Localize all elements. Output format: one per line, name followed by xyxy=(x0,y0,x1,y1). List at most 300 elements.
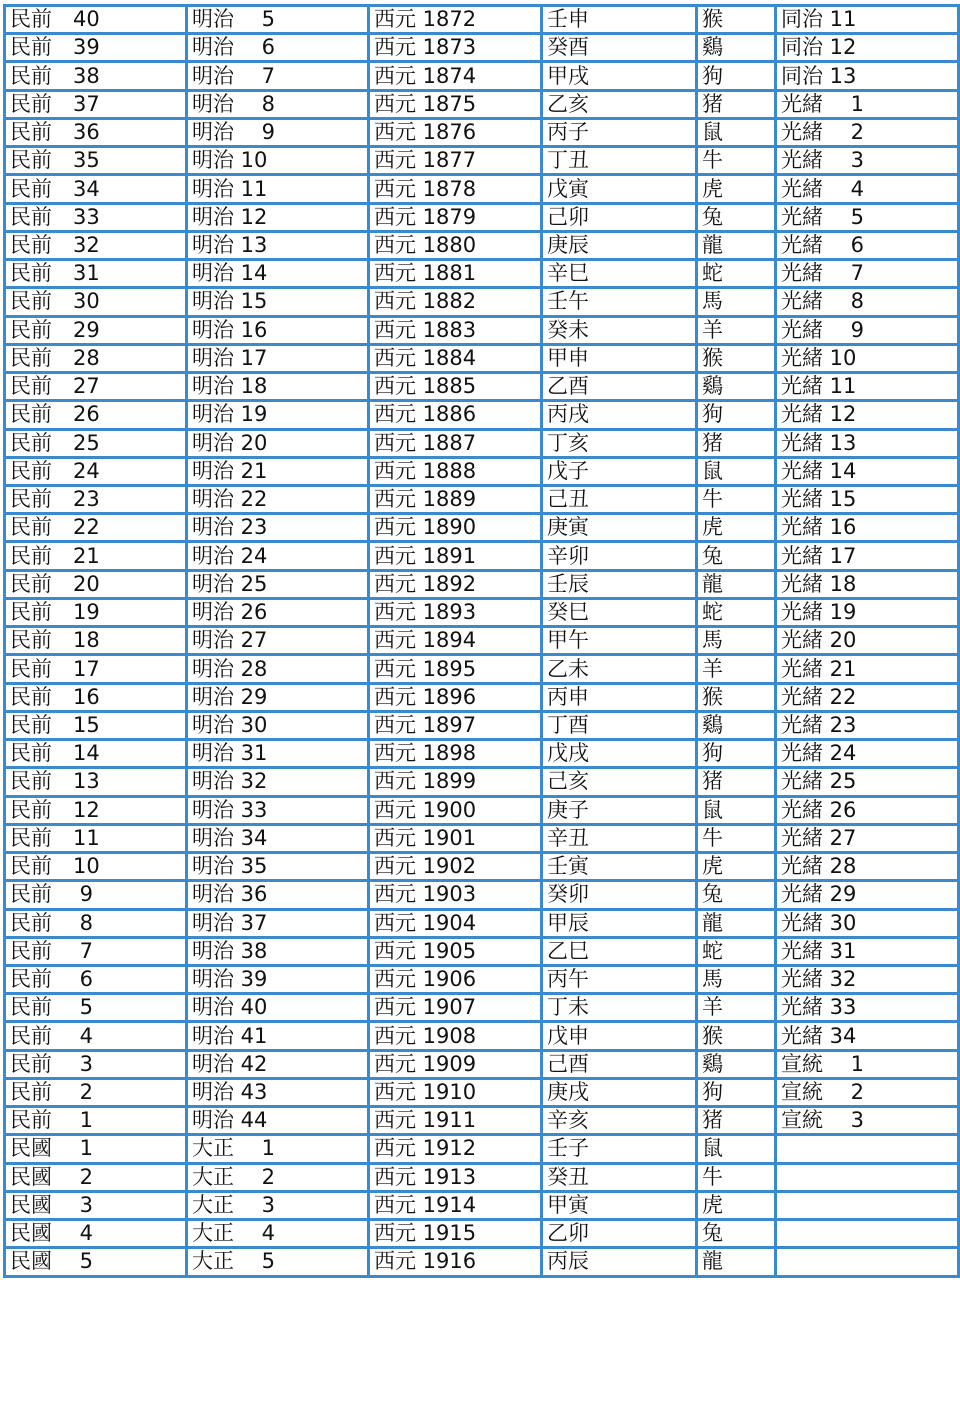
zodiac-cell: 狗 xyxy=(697,740,776,768)
zodiac-cell: 牛 xyxy=(697,147,776,175)
western-year-cell: 西元 1883 xyxy=(369,316,542,344)
qing-era-cell: 光緒 6 xyxy=(776,231,959,259)
table-row xyxy=(5,655,959,683)
meiji-year-cell: 明治 24 xyxy=(187,542,369,570)
ganzhi-cell: 戊申 xyxy=(542,1022,697,1050)
table-row xyxy=(5,260,959,288)
qing-era-cell: 光緒 9 xyxy=(776,316,959,344)
roc-year-cell: 民前 5 xyxy=(5,994,187,1022)
roc-year-cell: 民前 37 xyxy=(5,90,187,118)
roc-year-cell: 民前 15 xyxy=(5,711,187,739)
ganzhi-cell: 丙戌 xyxy=(542,401,697,429)
roc-year-cell: 民前 38 xyxy=(5,62,187,90)
ganzhi-cell: 甲辰 xyxy=(542,909,697,937)
ganzhi-cell: 乙卯 xyxy=(542,1220,697,1248)
table-row xyxy=(5,937,959,965)
table-row xyxy=(5,231,959,259)
meiji-year-cell: 明治 34 xyxy=(187,824,369,852)
table-row xyxy=(5,34,959,62)
table-row xyxy=(5,965,959,993)
meiji-year-cell: 大正 3 xyxy=(187,1191,369,1219)
ganzhi-cell: 甲寅 xyxy=(542,1191,697,1219)
meiji-year-cell: 明治 37 xyxy=(187,909,369,937)
roc-year-cell: 民前 7 xyxy=(5,937,187,965)
zodiac-cell: 猴 xyxy=(697,344,776,372)
roc-year-cell: 民前 2 xyxy=(5,1078,187,1106)
zodiac-cell: 牛 xyxy=(697,485,776,513)
western-year-cell: 西元 1882 xyxy=(369,288,542,316)
meiji-year-cell: 明治 20 xyxy=(187,429,369,457)
western-year-cell: 西元 1898 xyxy=(369,740,542,768)
ganzhi-cell: 己丑 xyxy=(542,485,697,513)
roc-year-cell: 民前 23 xyxy=(5,485,187,513)
table-row xyxy=(5,824,959,852)
table-row xyxy=(5,768,959,796)
roc-year-cell: 民前 8 xyxy=(5,909,187,937)
roc-year-cell: 民前 25 xyxy=(5,429,187,457)
table-row xyxy=(5,740,959,768)
meiji-year-cell: 明治 15 xyxy=(187,288,369,316)
roc-year-cell: 民國 4 xyxy=(5,1220,187,1248)
roc-year-cell: 民前 32 xyxy=(5,231,187,259)
qing-era-cell: 光緒 25 xyxy=(776,768,959,796)
meiji-year-cell: 明治 12 xyxy=(187,203,369,231)
meiji-year-cell: 明治 17 xyxy=(187,344,369,372)
roc-year-cell: 民前 16 xyxy=(5,683,187,711)
qing-era-cell xyxy=(776,1191,959,1219)
qing-era-cell: 光緒 14 xyxy=(776,457,959,485)
zodiac-cell: 龍 xyxy=(697,909,776,937)
ganzhi-cell: 戊戌 xyxy=(542,740,697,768)
qing-era-cell: 光緒 20 xyxy=(776,627,959,655)
qing-era-cell: 光緒 17 xyxy=(776,542,959,570)
table-row xyxy=(5,514,959,542)
qing-era-cell: 同治 11 xyxy=(776,6,959,34)
western-year-cell: 西元 1913 xyxy=(369,1163,542,1191)
roc-year-cell: 民前 34 xyxy=(5,175,187,203)
roc-year-cell: 民前 18 xyxy=(5,627,187,655)
roc-year-cell: 民前 22 xyxy=(5,514,187,542)
western-year-cell: 西元 1915 xyxy=(369,1220,542,1248)
roc-year-cell: 民前 1 xyxy=(5,1107,187,1135)
meiji-year-cell: 明治 13 xyxy=(187,231,369,259)
qing-era-cell xyxy=(776,1220,959,1248)
roc-year-cell: 民前 9 xyxy=(5,881,187,909)
roc-year-cell: 民前 11 xyxy=(5,824,187,852)
western-year-cell: 西元 1914 xyxy=(369,1191,542,1219)
ganzhi-cell: 丙申 xyxy=(542,683,697,711)
ganzhi-cell: 甲戌 xyxy=(542,62,697,90)
meiji-year-cell: 明治 8 xyxy=(187,90,369,118)
ganzhi-cell: 壬子 xyxy=(542,1135,697,1163)
ganzhi-cell: 己卯 xyxy=(542,203,697,231)
ganzhi-cell: 辛亥 xyxy=(542,1107,697,1135)
meiji-year-cell: 明治 6 xyxy=(187,34,369,62)
table-row xyxy=(5,175,959,203)
zodiac-cell: 馬 xyxy=(697,288,776,316)
meiji-year-cell: 大正 4 xyxy=(187,1220,369,1248)
meiji-year-cell: 明治 41 xyxy=(187,1022,369,1050)
meiji-year-cell: 明治 42 xyxy=(187,1050,369,1078)
meiji-year-cell: 明治 9 xyxy=(187,118,369,146)
qing-era-cell: 光緒 12 xyxy=(776,401,959,429)
ganzhi-cell: 庚子 xyxy=(542,796,697,824)
zodiac-cell: 牛 xyxy=(697,1163,776,1191)
ganzhi-cell: 乙未 xyxy=(542,655,697,683)
ganzhi-cell: 丙辰 xyxy=(542,1248,697,1276)
roc-year-cell: 民前 28 xyxy=(5,344,187,372)
roc-year-cell: 民前 14 xyxy=(5,740,187,768)
roc-year-cell: 民前 13 xyxy=(5,768,187,796)
zodiac-cell: 龍 xyxy=(697,231,776,259)
roc-year-cell: 民前 33 xyxy=(5,203,187,231)
meiji-year-cell: 大正 1 xyxy=(187,1135,369,1163)
western-year-cell: 西元 1911 xyxy=(369,1107,542,1135)
roc-year-cell: 民前 31 xyxy=(5,260,187,288)
table-row xyxy=(5,598,959,626)
ganzhi-cell: 癸酉 xyxy=(542,34,697,62)
zodiac-cell: 龍 xyxy=(697,1248,776,1276)
meiji-year-cell: 明治 7 xyxy=(187,62,369,90)
meiji-year-cell: 大正 2 xyxy=(187,1163,369,1191)
ganzhi-cell: 乙酉 xyxy=(542,373,697,401)
table-row xyxy=(5,401,959,429)
western-year-cell: 西元 1900 xyxy=(369,796,542,824)
table-row xyxy=(5,711,959,739)
table-row xyxy=(5,1107,959,1135)
table-row xyxy=(5,1163,959,1191)
qing-era-cell: 光緒 1 xyxy=(776,90,959,118)
western-year-cell: 西元 1881 xyxy=(369,260,542,288)
western-year-cell: 西元 1916 xyxy=(369,1248,542,1276)
ganzhi-cell: 癸卯 xyxy=(542,881,697,909)
table-row xyxy=(5,457,959,485)
qing-era-cell: 同治 12 xyxy=(776,34,959,62)
zodiac-cell: 龍 xyxy=(697,570,776,598)
qing-era-cell: 光緒 16 xyxy=(776,514,959,542)
year-conversion-table xyxy=(3,4,960,1278)
western-year-cell: 西元 1907 xyxy=(369,994,542,1022)
meiji-year-cell: 明治 44 xyxy=(187,1107,369,1135)
western-year-cell: 西元 1890 xyxy=(369,514,542,542)
roc-year-cell: 民國 1 xyxy=(5,1135,187,1163)
qing-era-cell: 光緒 13 xyxy=(776,429,959,457)
qing-era-cell: 光緒 5 xyxy=(776,203,959,231)
ganzhi-cell: 乙亥 xyxy=(542,90,697,118)
table-row xyxy=(5,994,959,1022)
zodiac-cell: 狗 xyxy=(697,401,776,429)
meiji-year-cell: 明治 14 xyxy=(187,260,369,288)
meiji-year-cell: 明治 5 xyxy=(187,6,369,34)
western-year-cell: 西元 1884 xyxy=(369,344,542,372)
table-row xyxy=(5,1078,959,1106)
zodiac-cell: 猪 xyxy=(697,768,776,796)
meiji-year-cell: 明治 27 xyxy=(187,627,369,655)
qing-era-cell: 光緒 24 xyxy=(776,740,959,768)
ganzhi-cell: 甲申 xyxy=(542,344,697,372)
western-year-cell: 西元 1892 xyxy=(369,570,542,598)
zodiac-cell: 鷄 xyxy=(697,1050,776,1078)
ganzhi-cell: 壬寅 xyxy=(542,853,697,881)
ganzhi-cell: 乙巳 xyxy=(542,937,697,965)
meiji-year-cell: 明治 26 xyxy=(187,598,369,626)
western-year-cell: 西元 1902 xyxy=(369,853,542,881)
zodiac-cell: 馬 xyxy=(697,965,776,993)
zodiac-cell: 狗 xyxy=(697,1078,776,1106)
zodiac-cell: 鼠 xyxy=(697,457,776,485)
table-row xyxy=(5,6,959,34)
zodiac-cell: 兔 xyxy=(697,881,776,909)
zodiac-cell: 鼠 xyxy=(697,1135,776,1163)
roc-year-cell: 民前 36 xyxy=(5,118,187,146)
ganzhi-cell: 丁亥 xyxy=(542,429,697,457)
meiji-year-cell: 明治 11 xyxy=(187,175,369,203)
zodiac-cell: 蛇 xyxy=(697,937,776,965)
roc-year-cell: 民前 19 xyxy=(5,598,187,626)
table-row xyxy=(5,909,959,937)
table-row xyxy=(5,373,959,401)
qing-era-cell: 光緒 30 xyxy=(776,909,959,937)
qing-era-cell: 光緒 3 xyxy=(776,147,959,175)
western-year-cell: 西元 1893 xyxy=(369,598,542,626)
table-row xyxy=(5,853,959,881)
table-row xyxy=(5,316,959,344)
meiji-year-cell: 明治 35 xyxy=(187,853,369,881)
table-row xyxy=(5,203,959,231)
western-year-cell: 西元 1885 xyxy=(369,373,542,401)
meiji-year-cell: 明治 21 xyxy=(187,457,369,485)
qing-era-cell: 光緒 4 xyxy=(776,175,959,203)
zodiac-cell: 虎 xyxy=(697,514,776,542)
western-year-cell: 西元 1912 xyxy=(369,1135,542,1163)
zodiac-cell: 兔 xyxy=(697,542,776,570)
table-row xyxy=(5,344,959,372)
qing-era-cell xyxy=(776,1163,959,1191)
western-year-cell: 西元 1880 xyxy=(369,231,542,259)
table-row xyxy=(5,118,959,146)
table-row xyxy=(5,429,959,457)
table-row xyxy=(5,881,959,909)
ganzhi-cell: 辛卯 xyxy=(542,542,697,570)
western-year-cell: 西元 1875 xyxy=(369,90,542,118)
zodiac-cell: 牛 xyxy=(697,824,776,852)
ganzhi-cell: 丙午 xyxy=(542,965,697,993)
table-row xyxy=(5,570,959,598)
western-year-cell: 西元 1886 xyxy=(369,401,542,429)
qing-era-cell: 光緒 18 xyxy=(776,570,959,598)
ganzhi-cell: 丁丑 xyxy=(542,147,697,175)
zodiac-cell: 蛇 xyxy=(697,598,776,626)
qing-era-cell: 光緒 10 xyxy=(776,344,959,372)
roc-year-cell: 民前 40 xyxy=(5,6,187,34)
western-year-cell: 西元 1905 xyxy=(369,937,542,965)
qing-era-cell: 光緒 19 xyxy=(776,598,959,626)
roc-year-cell: 民前 20 xyxy=(5,570,187,598)
table-body xyxy=(5,6,959,1277)
meiji-year-cell: 大正 5 xyxy=(187,1248,369,1276)
meiji-year-cell: 明治 30 xyxy=(187,711,369,739)
ganzhi-cell: 丁酉 xyxy=(542,711,697,739)
meiji-year-cell: 明治 19 xyxy=(187,401,369,429)
meiji-year-cell: 明治 31 xyxy=(187,740,369,768)
meiji-year-cell: 明治 16 xyxy=(187,316,369,344)
table-row xyxy=(5,1191,959,1219)
zodiac-cell: 虎 xyxy=(697,1191,776,1219)
western-year-cell: 西元 1876 xyxy=(369,118,542,146)
meiji-year-cell: 明治 23 xyxy=(187,514,369,542)
zodiac-cell: 猪 xyxy=(697,429,776,457)
qing-era-cell: 光緒 22 xyxy=(776,683,959,711)
qing-era-cell: 光緒 11 xyxy=(776,373,959,401)
table-row xyxy=(5,1050,959,1078)
zodiac-cell: 鼠 xyxy=(697,118,776,146)
roc-year-cell: 民前 35 xyxy=(5,147,187,175)
zodiac-cell: 虎 xyxy=(697,853,776,881)
meiji-year-cell: 明治 40 xyxy=(187,994,369,1022)
western-year-cell: 西元 1877 xyxy=(369,147,542,175)
ganzhi-cell: 己亥 xyxy=(542,768,697,796)
meiji-year-cell: 明治 39 xyxy=(187,965,369,993)
zodiac-cell: 羊 xyxy=(697,994,776,1022)
ganzhi-cell: 辛巳 xyxy=(542,260,697,288)
meiji-year-cell: 明治 10 xyxy=(187,147,369,175)
roc-year-cell: 民國 5 xyxy=(5,1248,187,1276)
meiji-year-cell: 明治 32 xyxy=(187,768,369,796)
western-year-cell: 西元 1899 xyxy=(369,768,542,796)
western-year-cell: 西元 1888 xyxy=(369,457,542,485)
qing-era-cell: 宣統 1 xyxy=(776,1050,959,1078)
qing-era-cell: 光緒 29 xyxy=(776,881,959,909)
ganzhi-cell: 甲午 xyxy=(542,627,697,655)
table-row xyxy=(5,1220,959,1248)
table-row xyxy=(5,542,959,570)
western-year-cell: 西元 1897 xyxy=(369,711,542,739)
meiji-year-cell: 明治 18 xyxy=(187,373,369,401)
western-year-cell: 西元 1887 xyxy=(369,429,542,457)
zodiac-cell: 猴 xyxy=(697,1022,776,1050)
zodiac-cell: 虎 xyxy=(697,175,776,203)
table-row xyxy=(5,1022,959,1050)
qing-era-cell: 光緒 8 xyxy=(776,288,959,316)
ganzhi-cell: 壬申 xyxy=(542,6,697,34)
ganzhi-cell: 丙子 xyxy=(542,118,697,146)
ganzhi-cell: 癸未 xyxy=(542,316,697,344)
table-row xyxy=(5,796,959,824)
western-year-cell: 西元 1891 xyxy=(369,542,542,570)
western-year-cell: 西元 1904 xyxy=(369,909,542,937)
meiji-year-cell: 明治 28 xyxy=(187,655,369,683)
table-row xyxy=(5,1135,959,1163)
qing-era-cell: 宣統 3 xyxy=(776,1107,959,1135)
roc-year-cell: 民前 3 xyxy=(5,1050,187,1078)
ganzhi-cell: 壬辰 xyxy=(542,570,697,598)
roc-year-cell: 民前 26 xyxy=(5,401,187,429)
zodiac-cell: 猪 xyxy=(697,90,776,118)
western-year-cell: 西元 1874 xyxy=(369,62,542,90)
qing-era-cell: 光緒 34 xyxy=(776,1022,959,1050)
western-year-cell: 西元 1878 xyxy=(369,175,542,203)
roc-year-cell: 民前 17 xyxy=(5,655,187,683)
table-row xyxy=(5,627,959,655)
qing-era-cell: 宣統 2 xyxy=(776,1078,959,1106)
qing-era-cell: 光緒 28 xyxy=(776,853,959,881)
roc-year-cell: 民前 12 xyxy=(5,796,187,824)
ganzhi-cell: 癸巳 xyxy=(542,598,697,626)
table-row xyxy=(5,485,959,513)
western-year-cell: 西元 1910 xyxy=(369,1078,542,1106)
zodiac-cell: 鷄 xyxy=(697,34,776,62)
western-year-cell: 西元 1903 xyxy=(369,881,542,909)
roc-year-cell: 民前 39 xyxy=(5,34,187,62)
roc-year-cell: 民國 3 xyxy=(5,1191,187,1219)
western-year-cell: 西元 1908 xyxy=(369,1022,542,1050)
zodiac-cell: 猴 xyxy=(697,6,776,34)
meiji-year-cell: 明治 29 xyxy=(187,683,369,711)
roc-year-cell: 民前 6 xyxy=(5,965,187,993)
zodiac-cell: 鼠 xyxy=(697,796,776,824)
western-year-cell: 西元 1894 xyxy=(369,627,542,655)
roc-year-cell: 民國 2 xyxy=(5,1163,187,1191)
ganzhi-cell: 辛丑 xyxy=(542,824,697,852)
zodiac-cell: 羊 xyxy=(697,655,776,683)
western-year-cell: 西元 1879 xyxy=(369,203,542,231)
ganzhi-cell: 戊子 xyxy=(542,457,697,485)
ganzhi-cell: 庚戌 xyxy=(542,1078,697,1106)
western-year-cell: 西元 1906 xyxy=(369,965,542,993)
table-row xyxy=(5,288,959,316)
roc-year-cell: 民前 27 xyxy=(5,373,187,401)
western-year-cell: 西元 1896 xyxy=(369,683,542,711)
qing-era-cell: 光緒 32 xyxy=(776,965,959,993)
meiji-year-cell: 明治 38 xyxy=(187,937,369,965)
table-row xyxy=(5,62,959,90)
qing-era-cell: 光緒 21 xyxy=(776,655,959,683)
zodiac-cell: 鷄 xyxy=(697,711,776,739)
ganzhi-cell: 己酉 xyxy=(542,1050,697,1078)
ganzhi-cell: 丁未 xyxy=(542,994,697,1022)
zodiac-cell: 蛇 xyxy=(697,260,776,288)
roc-year-cell: 民前 30 xyxy=(5,288,187,316)
meiji-year-cell: 明治 22 xyxy=(187,485,369,513)
western-year-cell: 西元 1901 xyxy=(369,824,542,852)
zodiac-cell: 馬 xyxy=(697,627,776,655)
zodiac-cell: 兔 xyxy=(697,203,776,231)
qing-era-cell: 光緒 31 xyxy=(776,937,959,965)
zodiac-cell: 猴 xyxy=(697,683,776,711)
ganzhi-cell: 戊寅 xyxy=(542,175,697,203)
roc-year-cell: 民前 10 xyxy=(5,853,187,881)
qing-era-cell xyxy=(776,1135,959,1163)
qing-era-cell: 光緒 27 xyxy=(776,824,959,852)
western-year-cell: 西元 1889 xyxy=(369,485,542,513)
ganzhi-cell: 庚辰 xyxy=(542,231,697,259)
qing-era-cell: 光緒 26 xyxy=(776,796,959,824)
table-row xyxy=(5,683,959,711)
table-row xyxy=(5,90,959,118)
zodiac-cell: 鷄 xyxy=(697,373,776,401)
western-year-cell: 西元 1909 xyxy=(369,1050,542,1078)
meiji-year-cell: 明治 33 xyxy=(187,796,369,824)
qing-era-cell: 光緒 7 xyxy=(776,260,959,288)
meiji-year-cell: 明治 25 xyxy=(187,570,369,598)
qing-era-cell: 光緒 23 xyxy=(776,711,959,739)
table-row xyxy=(5,147,959,175)
qing-era-cell xyxy=(776,1248,959,1276)
qing-era-cell: 光緒 2 xyxy=(776,118,959,146)
ganzhi-cell: 庚寅 xyxy=(542,514,697,542)
qing-era-cell: 光緒 33 xyxy=(776,994,959,1022)
roc-year-cell: 民前 21 xyxy=(5,542,187,570)
